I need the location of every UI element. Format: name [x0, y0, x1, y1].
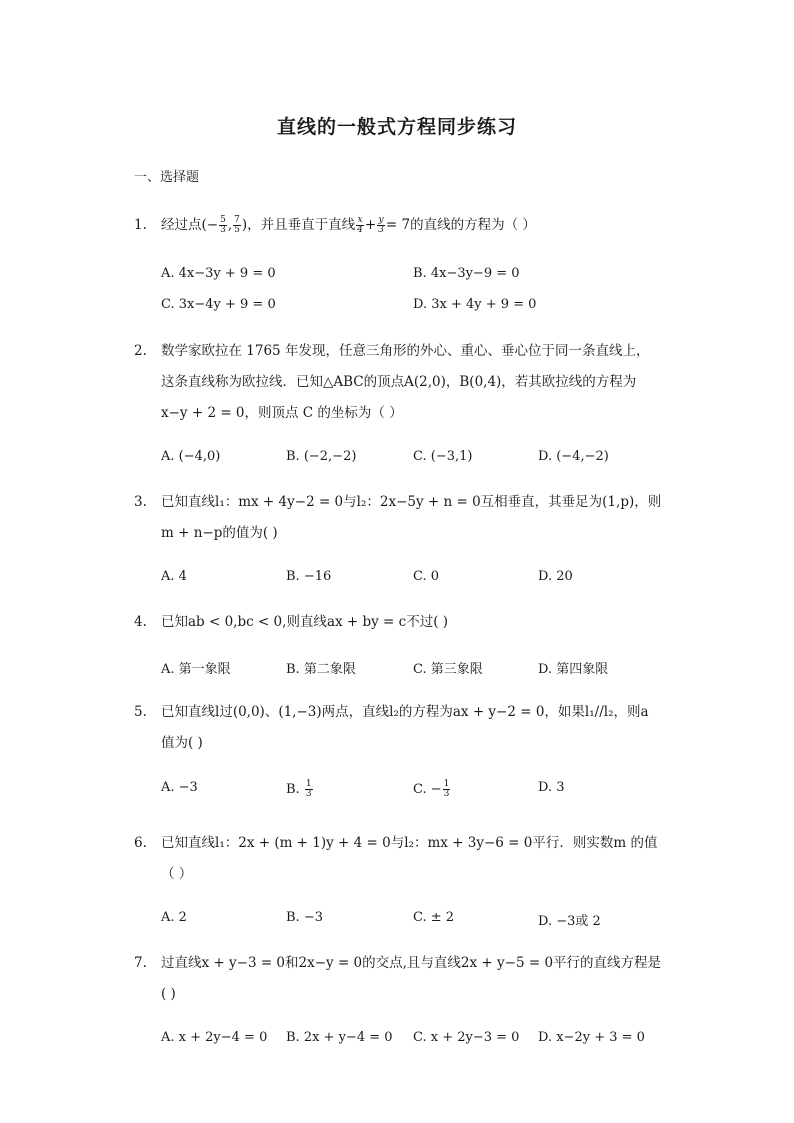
question-3 — [134, 487, 664, 549]
option-c[interactable]: C. 3x−4y + 9 = 0 — [161, 297, 276, 312]
option-d[interactable]: D. 20 — [538, 569, 573, 584]
option-a[interactable]: A. 4 — [161, 569, 187, 584]
option-a[interactable]: A. 2 — [161, 910, 187, 925]
question-7 — [134, 948, 664, 1010]
option-a[interactable]: A. 4x−3y + 9 = 0 — [161, 266, 276, 281]
question-stem: 经过点(− $\frac{5}{3}$ , $\frac{7}{5}$ )，并且垂直于直线 $\frac{x}{4}$ + $\frac{y}{3}$ = 7的直线的方程为（ ） — [161, 215, 536, 235]
option-d[interactable]: D. −3或 2 — [538, 914, 601, 929]
option-b[interactable]: B. $\frac{1}{3}$ — [286, 779, 312, 799]
option-b[interactable]: B. (−2,−2) — [286, 449, 357, 464]
fraction: $\frac{x}{4}$ — [357, 215, 363, 235]
question-4 — [134, 607, 664, 638]
question-number: 6. — [134, 835, 147, 851]
option-d[interactable]: D. 第四象限 — [538, 662, 609, 677]
option-d[interactable]: D. (−4,−2) — [538, 449, 609, 464]
fraction: $\frac{5}{3}$ — [220, 215, 226, 235]
question-6 — [134, 828, 664, 890]
question-stem: 已知直线l₁：mx + 4y−2 = 0与l₂：2x−5y + n = 0互相垂直，其垂足为(1,p)，则 m + n−p的值为( ) — [161, 494, 662, 541]
fraction: $\frac{7}{5}$ — [234, 215, 240, 235]
option-b[interactable]: B. −16 — [286, 569, 332, 584]
option-c[interactable]: C. x + 2y−3 = 0 — [413, 1030, 520, 1045]
option-c[interactable]: C. − $\frac{1}{3}$ — [413, 779, 450, 799]
option-b[interactable]: B. 4x−3y−9 = 0 — [413, 266, 520, 281]
page-title: 直线的一般式方程同步练习 — [276, 116, 517, 138]
question-2 — [134, 336, 664, 429]
question-5 — [134, 697, 664, 759]
option-b[interactable]: B. 2x + y−4 = 0 — [286, 1030, 393, 1045]
option-c[interactable]: C. 0 — [413, 569, 440, 584]
option-c[interactable]: C. (−3,1) — [413, 449, 473, 464]
option-d[interactable]: D. x−2y + 3 = 0 — [538, 1030, 645, 1045]
fraction: $\frac{1}{3}$ — [305, 779, 312, 799]
question-number: 1. — [134, 217, 147, 233]
question-stem: 已知直线l₁：2x + (m + 1)y + 4 = 0与l₂：mx + 3y−6 = 0平行．则实数m 的值 （ ） — [161, 835, 658, 882]
option-b[interactable]: B. 第二象限 — [286, 662, 356, 677]
question-number: 7. — [134, 955, 147, 971]
option-c[interactable]: C. ± 2 — [413, 910, 455, 925]
question-1 — [134, 210, 664, 241]
section-heading: 一、选择题 — [134, 170, 200, 185]
question-number: 3. — [134, 494, 147, 510]
option-d[interactable]: D. 3x + 4y + 9 = 0 — [413, 297, 537, 312]
question-number: 4. — [134, 614, 147, 630]
option-a[interactable]: A. 第一象限 — [161, 662, 231, 677]
option-a[interactable]: A. (−4,0) — [161, 449, 221, 464]
question-stem: 已知直线l过(0,0)、(1,−3)两点，直线l₂的方程为ax + y−2 = 0，如果l₁//l₂，则a 值为( ) — [161, 704, 649, 751]
question-number: 5. — [134, 704, 147, 720]
question-number: 2. — [134, 343, 147, 359]
question-stem: 已知ab < 0,bc < 0,则直线ax + by = c不过( ) — [161, 614, 449, 630]
option-a[interactable]: A. x + 2y−4 = 0 — [161, 1030, 268, 1045]
fraction: $\frac{y}{3}$ — [378, 215, 384, 235]
question-stem: 过直线x + y−3 = 0和2x−y = 0的交点,且与直线2x + y−5 = 0平行的直线方程是 ( ) — [161, 955, 662, 1002]
option-b[interactable]: B. −3 — [286, 910, 323, 925]
fraction: $\frac{1}{3}$ — [443, 779, 450, 799]
question-stem: 数学家欧拉在 1765 年发现，任意三角形的外心、重心、垂心位于同一条直线上， 这条直线称为欧拉线．已知△ABC的顶点A(2,0)，B(0,4)，若其欧拉线的方程为 x−y + 2 = 0，则顶点 C 的坐标为（ ） — [161, 343, 650, 421]
option-d[interactable]: D. 3 — [538, 780, 565, 795]
option-c[interactable]: C. 第三象限 — [413, 662, 483, 677]
option-a[interactable]: A. −3 — [161, 780, 198, 795]
